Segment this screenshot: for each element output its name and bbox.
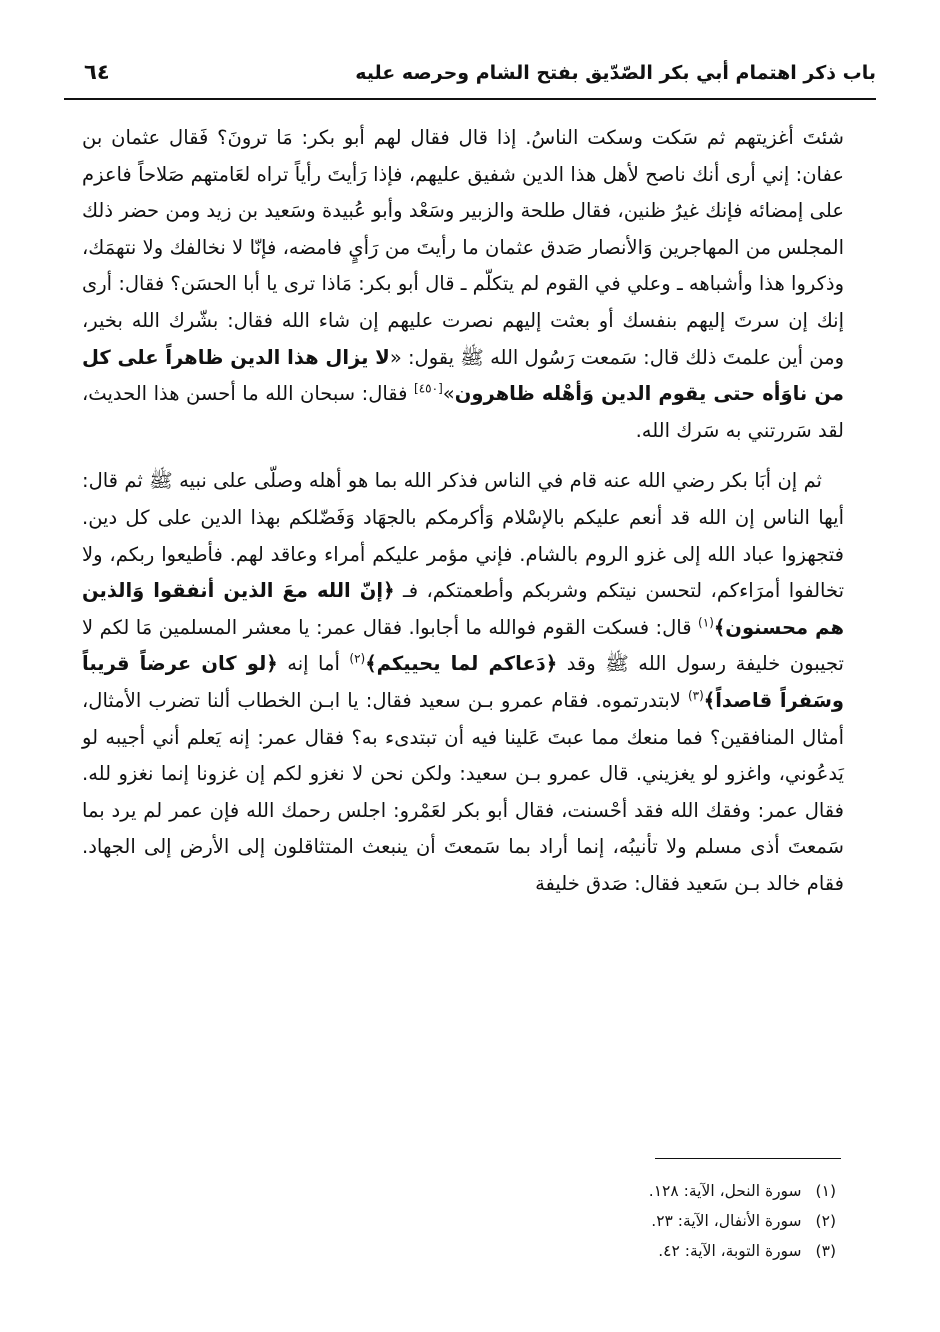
text-segment: ثم إن أبَا بكر رضي الله عنه قام في الناس فذكر الله بما هو أهله وصلّى على نبيه ﷺ ثم قال: أيها الناس إن الله قد أنعم عليكم بالإسْلام وَأكرمكم بالجهَاد وَفَضّلكم بهذا الدين على كل دين. فتجهزوا عباد الله إلى غزو الروم بالشام. فإني مؤمر عليكم أمراء وعاقد لهم. فأطيعوا ربكم، ولا تخالفوا أمرَاءكم، لتحسن نيتكم وشربكم وأطعمتكم، فـ xyxy=(82,469,844,603)
text-segment: لابتدرتموه. فقام عمرو بـن سعيد فقال: يا ابـن الخطاب ألنا تضرب الأمثال، أمثال المنافقين؟ فما منعك مما عبتَ عَلينا فيه أن تبتدىء به؟ فقال عمر: إنه يَعلم أني أجيبه لو يَدعُوني، واغزو لو يغزيني. قال عمرو بـن سعيد: ولكن نحن لا نغزو لكم إن غزونا إنما نغزو لله. فقال عمر: وفقك الله فقد أحْسنت، فقال أبو بكر لعَمْرو: اجلس رحمك الله فإن عمر لم يرد بما سَمعتَ أذى مسلم ولا تأنيبُه، إنما أراد بما سَمعتَ أن ينبعث المتثاقلون إلى الأرض إلى الجهاد. فقام خالد بـن سَعيد فقال: صَدق خليفة xyxy=(82,688,844,895)
hadith-quote: لا يزال هذا الدين ظاهراً على كل من ناوَأه حتى يقوم الدين وَأهْله ظاهرون xyxy=(82,345,844,406)
text-segment: أما إنه xyxy=(277,652,350,676)
text-segment: شئتَ أغزيتهم ثم سَكت وسكت الناسُ. إذا قال فقال لهم أبو بكر: مَا ترونَ؟ فَقال عثمان بن عفان: إني أرى أنك ناصح لأهل هذا الدين شفيق عليهم، فإذا رَأيتَ رأياً تراه لعَامتهم صَلاحاً فاعزم على إمضائه فإنك غيرُ ظنين، فقال طلحة والزبير وسَعْد وأبو عُبيدة وسَعيد بن زيد ومن حضر ذلك المجلس من المهاجرين وَالأنصار صَدق عثمان ما رأيتَ من رَأيٍ فامضه، فإنّا لا نخالفك ولا نتهمَك، وذكروا هذا وأشباهه ـ وعلي في القوم لم يتكلّم ـ قال أبو بكر: مَاذا ترى يا أبا الحسَن؟ فقال: أرى إنك إن سرتَ إليهم بنفسك أو بعثت إليهم نصرت عليهم إن شاء الله فقال: بشّرك الله بخير، ومن أين علمتَ ذلك قال: سَمعت رَسُول الله ﷺ يقول: « xyxy=(82,126,844,369)
hadith-reference: [٤٥٠] xyxy=(414,381,443,396)
footnote-text: سورة النحل، الآية: ١٢٨. xyxy=(648,1182,802,1200)
quran-quote: ﴿إنّ الله معَ الذين أنفقوا وَالذين هم محسنون﴾ xyxy=(82,579,844,639)
footnote-mark: (١) xyxy=(815,1182,836,1200)
footnote-ref: (١) xyxy=(698,615,714,630)
paragraph-1 xyxy=(82,120,844,449)
quran-quote: ﴿دَعاكم لما يحييكم﴾ xyxy=(365,652,558,676)
footnote-text: سورة التوبة، الآية: ٤٢. xyxy=(658,1242,802,1260)
footnote-ref: (٣) xyxy=(687,688,704,703)
chapter-title: باب ذكر اهتمام أبي بكر الصّدّيق بفتح الشام وحرصه عليه xyxy=(355,62,876,84)
footnote-text: سورة الأنفال، الآية: ٢٣. xyxy=(651,1212,802,1230)
footnote-divider xyxy=(655,1158,841,1159)
text-segment: » xyxy=(442,382,455,406)
text-segment: قال: فسكت القوم فوالله ما أجابوا. فقال عمر: يا معشر المسلمين مَا لكم لا تجيبون خليفة رسول الله ﷺ وقد xyxy=(82,615,844,676)
footnote xyxy=(649,1176,836,1206)
footnote-ref: (٢) xyxy=(349,651,366,666)
header-divider xyxy=(64,98,876,100)
quran-quote: ﴿لو كان عرضاً قريباً وسَفراً قاصداً﴾ xyxy=(82,652,844,712)
footnote xyxy=(649,1236,836,1266)
running-header xyxy=(64,58,876,96)
footnote-mark: (٣) xyxy=(815,1242,836,1260)
footnote-mark: (٢) xyxy=(815,1212,836,1230)
text-segment: فقال: سبحان الله ما أحسن هذا الحديث، لقد سَررتني به سَرك الله. xyxy=(82,382,844,442)
footnotes xyxy=(649,1176,836,1266)
paragraph-2 xyxy=(82,463,844,902)
main-text xyxy=(82,120,844,902)
page-number: ٦٤ xyxy=(84,60,110,84)
footnote xyxy=(649,1206,836,1236)
